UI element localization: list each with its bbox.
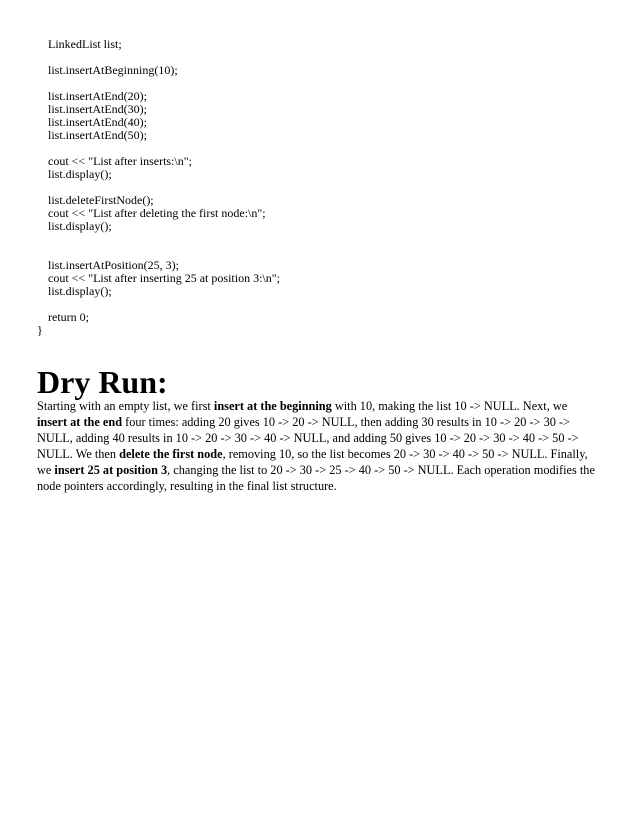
- paragraph-bold-text: delete the first node: [119, 447, 223, 461]
- section-heading: Dry Run:: [37, 364, 168, 400]
- code-line: list.insertAtEnd(30);: [48, 102, 147, 116]
- code-line: list.deleteFirstNode();: [48, 193, 154, 207]
- code-gap: [37, 298, 597, 311]
- code-line: list.display();: [48, 284, 112, 298]
- code-line: list.display();: [48, 219, 112, 233]
- code-line: list.insertAtEnd(20);: [48, 89, 147, 103]
- code-line: cout << "List after inserts:\n";: [48, 154, 192, 168]
- code-line: list.insertAtPosition(25, 3);: [48, 258, 180, 272]
- paragraph-text: Starting with an empty list, we first: [37, 399, 214, 413]
- code-listing: [37, 38, 597, 337]
- paragraph-text: with 10, making the list 10 -> NULL. Next, we: [331, 399, 568, 413]
- code-line: return 0;: [48, 310, 89, 324]
- code-line: cout << "List after deleting the first node:\n";: [48, 206, 266, 220]
- code-line: LinkedList list;: [48, 37, 122, 51]
- code-line: list.insertAtEnd(50);: [48, 128, 147, 142]
- dry-run-paragraph: [37, 398, 597, 494]
- paragraph-bold-text: insert 25 at position 3: [54, 463, 168, 477]
- code-line: list.display();: [48, 167, 112, 181]
- code-line: cout << "List after inserting 25 at position 3:\n";: [48, 271, 280, 285]
- code-gap: [37, 233, 597, 259]
- paragraph-text: , changing the list to 20 -> 30 -> 25 -> 40 -> 50 -> NULL. Each operation modifies the node pointers accordingly, resulting in the final list structure.: [37, 463, 595, 493]
- paragraph-bold-text: insert at the beginning: [213, 399, 332, 413]
- code-line: list.insertAtEnd(40);: [48, 115, 147, 129]
- paragraph-text: , removing 10, so the list becomes 20 -> 30 -> 40 -> 50 -> NULL. Finally, we: [37, 447, 588, 477]
- code-line: list.insertAtBeginning(10);: [48, 63, 178, 77]
- paragraph-text: four times: adding 20 gives 10 -> 20 -> NULL, then adding 30 results in 10 -> 20 -> 30 -> NULL, adding 40 results in 10 -> 20 -> 30 -> 40 -> NULL, and adding 50 gives 10 -> 20 -> 30 -> 40 -> 50 -> NULL. We then: [37, 415, 579, 461]
- paragraph-bold-text: insert at the end: [37, 415, 123, 429]
- code-closing-brace: }: [37, 323, 43, 337]
